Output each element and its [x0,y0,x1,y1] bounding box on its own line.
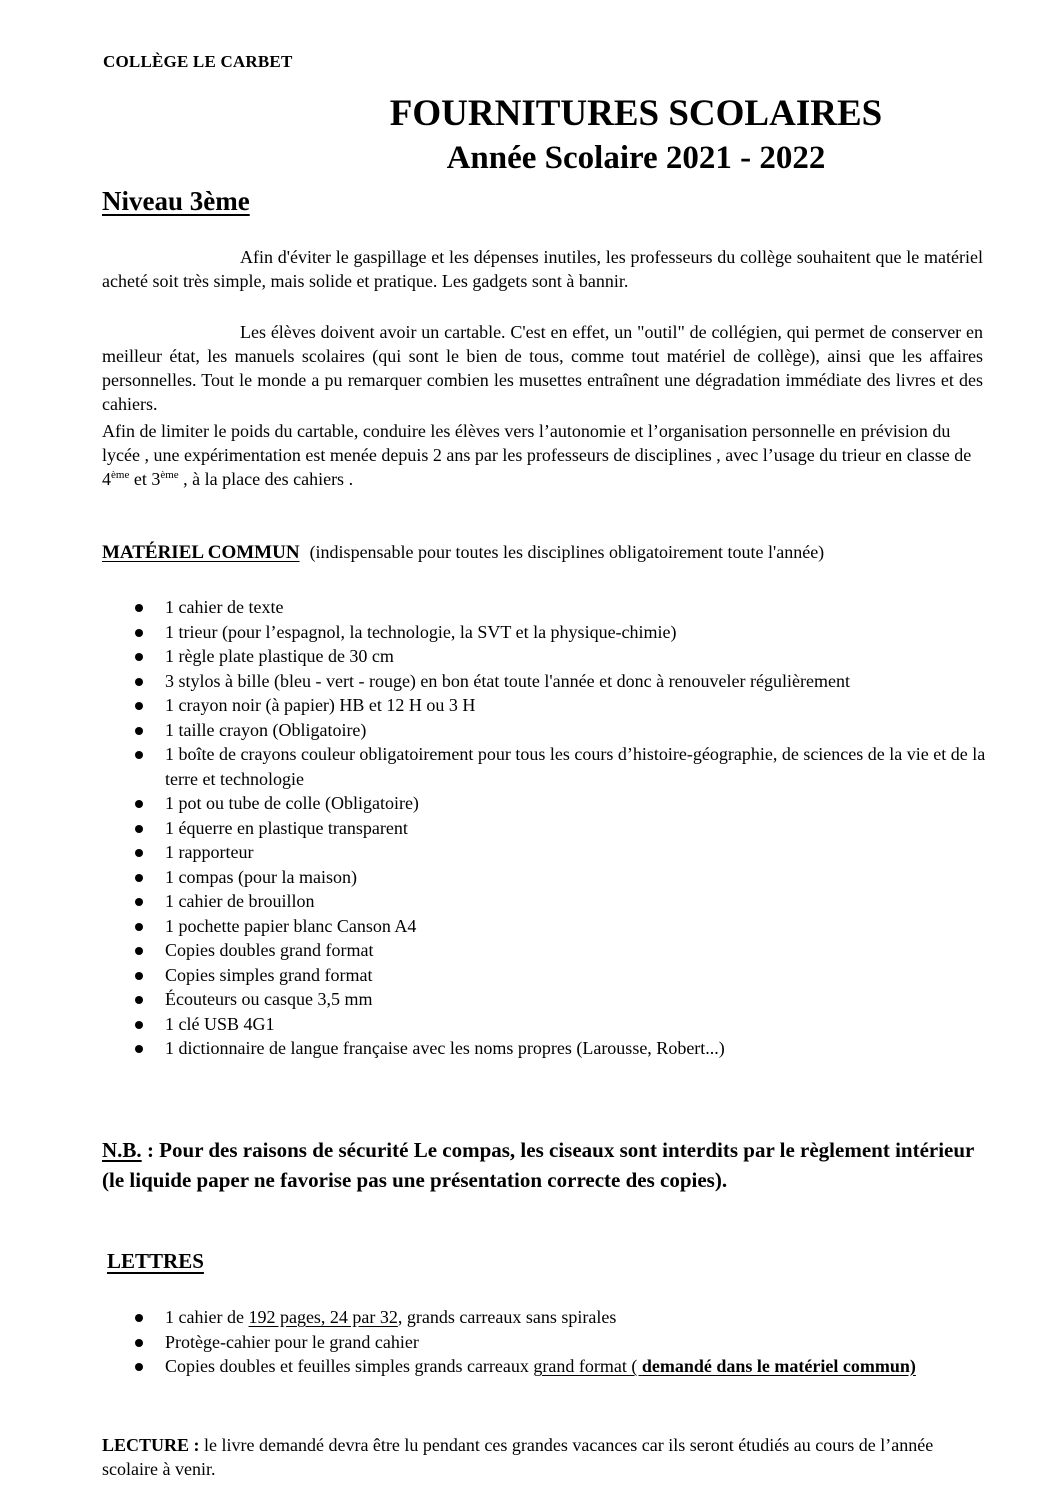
intro-paragraph-3-text: Afin de limiter le poids du cartable, conduire les élèves vers l’autonomie et l’organisation personnelle en prévision du lycée , une expérimentation est menée depuis 2 ans par les professeurs de disciplines , avec l’usage du trieur en classe de 4 [102,421,972,489]
list-item-text: 1 rapporteur [165,842,254,862]
list-item-text: 1 pot ou tube de colle (Obligatoire) [165,793,419,813]
list-item [102,840,992,865]
lecture-note [102,1433,982,1481]
materiel-commun-heading [102,542,824,564]
nb-text: : Pour des raisons de sécurité Le compas, les ciseaux sont interdits par le règlement intérieur (le liquide paper ne favorise pas une présentation correcte des copies). [102,1138,974,1192]
list-item-text: grand format ( [533,1356,642,1376]
list-item-text: Copies doubles et feuilles simples grands carreaux [165,1356,534,1376]
list-item [102,889,992,914]
bullet-icon [135,874,143,882]
list-item-text: demandé dans le matériel commun) [641,1356,916,1376]
list-item-text: 1 clé USB 4G1 [165,1013,275,1034]
bullet-icon [135,1045,143,1053]
list-item [102,1012,992,1037]
level-heading: Niveau 3ème [102,186,250,216]
bullet-icon [135,1314,143,1322]
bullet-icon [135,727,143,735]
bullet-icon [135,604,143,612]
bullet-icon [135,972,143,980]
bullet-icon [135,849,143,857]
list-item-text: Écouteurs ou casque 3,5 mm [165,989,373,1009]
list-item [102,1305,992,1330]
school-year: Année Scolaire 2021 - 2022 [446,140,826,176]
list-item-text: 1 compas (pour la maison) [165,866,357,887]
list-item [102,620,992,645]
list-item-text: 1 taille crayon (Obligatoire) [165,719,367,740]
list-item [102,669,992,694]
document-title: FOURNITURES SCOLAIRES [389,93,883,134]
bullet-icon [135,751,143,759]
lettres-heading: LETTRES [107,1249,204,1273]
bullet-icon [135,678,143,686]
list-item [102,865,992,890]
list-item [102,963,992,988]
bullet-icon [135,1339,143,1347]
list-item [102,693,992,718]
list-item-text: Copies doubles grand format [165,940,374,960]
bullet-icon [135,898,143,906]
nb-safety-note [102,1135,982,1195]
intro-paragraph-1-text: Afin d'éviter le gaspillage et les dépenses inutiles, les professeurs du collège souhaitent que le matériel acheté soit très simple, mais solide et pratique. Les gadgets sont à bannir. [102,247,983,291]
bullet-icon [135,1021,143,1029]
list-item-text: 1 cahier de texte [165,597,284,617]
list-item [102,644,992,669]
bullet-icon [135,996,143,1004]
bullet-icon [135,800,143,808]
list-item-text: 1 règle plate plastique de 30 cm [165,646,394,666]
lecture-label: LECTURE : [102,1435,200,1455]
list-item-text: 1 crayon noir (à papier) HB et 12 H ou 3 H [165,695,476,715]
list-item [102,1036,992,1061]
list-item [102,816,992,841]
lecture-text: le livre demandé devra être lu pendant ces grandes vacances car ils seront étudiés au cours de l’année scolaire à venir. [102,1435,934,1479]
bullet-icon [135,629,143,637]
intro-paragraph-3-text: et 3 [129,469,161,489]
list-item [102,938,992,963]
list-item [102,595,992,620]
list-item-text: Copies simples grand format [165,964,373,985]
list-item-text: 1 équerre en plastique transparent [165,817,408,838]
list-item [102,1354,992,1379]
list-item [102,987,992,1012]
list-item-text: 192 pages, 24 par 32 [248,1307,398,1327]
list-item [102,791,992,816]
materiel-commun-list [102,595,992,1061]
intro-paragraph-3-text: , à la place des cahiers . [178,469,354,489]
list-item-text: 1 cahier de [165,1307,249,1327]
list-item-text: 1 boîte de crayons couleur obligatoirement pour tous les cours d’histoire-géographie, de sciences de la vie et de la terre et technologie [165,744,986,789]
nb-label: N.B. [102,1138,142,1162]
intro-paragraph-1 [102,245,983,293]
bullet-icon [135,702,143,710]
bullet-icon [135,653,143,661]
list-item [102,914,992,939]
section-title: MATÉRIEL COMMUN [102,542,300,563]
list-item-text: 1 cahier de brouillon [165,891,315,911]
intro-paragraph-3 [102,419,983,491]
superscript: ème [160,469,179,481]
list-item [102,742,992,791]
list-item [102,718,992,743]
list-item-text: Protège-cahier pour le grand cahier [165,1331,419,1352]
intro-paragraph-2-text: Les élèves doivent avoir un cartable. C'est en effet, un "outil" de collégien, qui permet de conserver en meilleur état, les manuels scolaires (qui sont le bien de tous, comme tout matériel de collège), ainsi que les affaires personnelles. Tout le monde a pu remarquer combien les musettes entraînent une dégradation immédiate des livres et des cahiers. [102,322,983,414]
bullet-icon [135,923,143,931]
list-item-text: 1 pochette papier blanc Canson A4 [165,915,417,936]
intro-paragraph-2 [102,320,983,416]
school-name: COLLÈGE LE CARBET [103,52,293,71]
bullet-icon [135,947,143,955]
list-item-text: 1 dictionnaire de langue française avec les noms propres (Larousse, Robert...) [165,1038,725,1058]
lettres-list [102,1305,992,1379]
bullet-icon [135,825,143,833]
list-item [102,1330,992,1355]
list-item-text: , grands carreaux sans spirales [397,1307,617,1327]
superscript: ème [111,469,130,481]
bullet-icon [135,1363,143,1371]
list-item-text: 3 stylos à bille (bleu - vert - rouge) en bon état toute l'année et donc à renouveler régulièrement [165,670,850,691]
list-item-text: 1 trieur (pour l’espagnol, la technologie, la SVT et la physique-chimie) [165,621,677,642]
section-note: (indispensable pour toutes les disciplines obligatoirement toute l'année) [309,542,825,562]
